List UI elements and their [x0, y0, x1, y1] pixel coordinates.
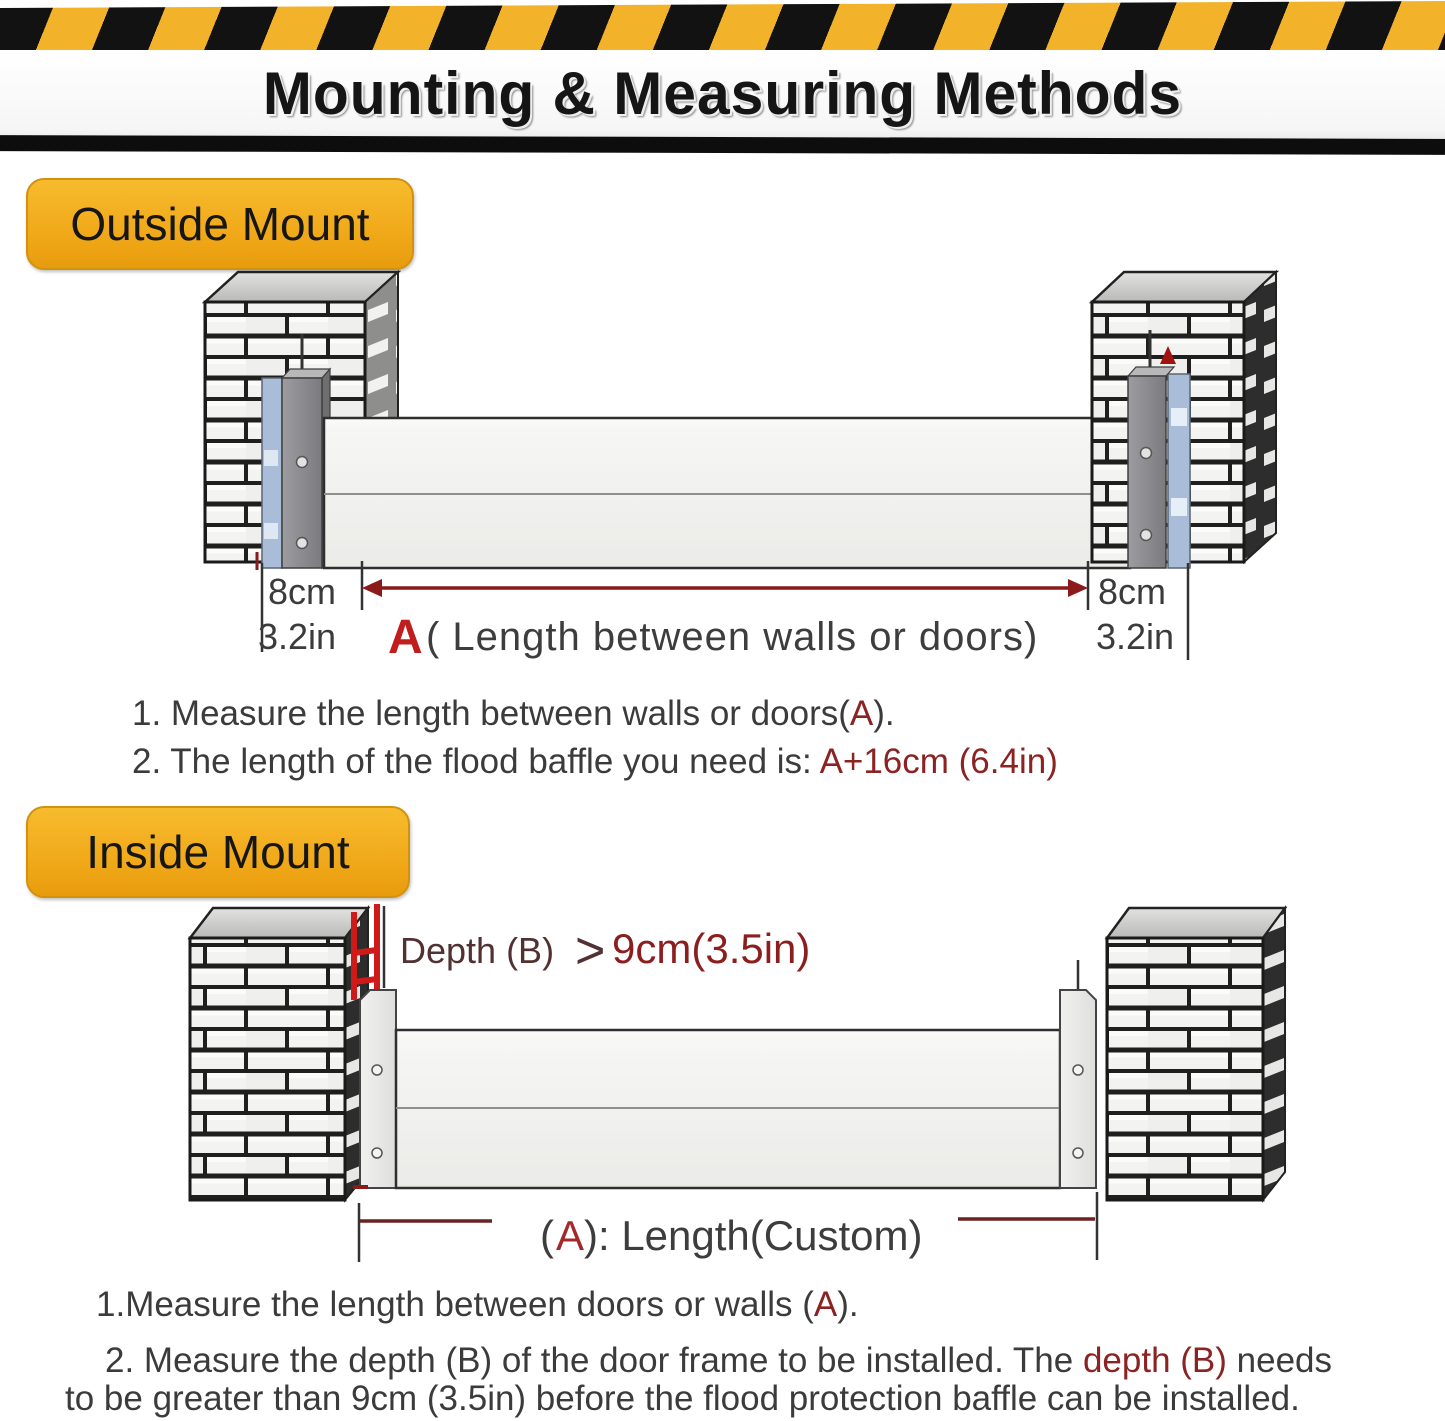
depth-label-text: Depth (B) — [400, 930, 555, 971]
outside-step-1: 1. Measure the length between walls or doors(A). — [132, 694, 895, 733]
outside-mount-diagram — [205, 272, 1276, 664]
span-label-A: A — [388, 611, 423, 664]
page-title: Mounting & Measuring Methods — [262, 60, 1183, 127]
length-label-post: ): Length(Custom) — [584, 1212, 923, 1259]
outside-step-2-red: A+16cm (6.4in) — [819, 742, 1058, 781]
inside-step-2-continued: to be greater than 9cm (3.5in) before the flood protection baffle can be installed. — [65, 1379, 1300, 1418]
depth-gt-sign: > — [575, 922, 606, 980]
outside-step-1-red: A — [849, 694, 874, 733]
outside-right-seal-strip — [1168, 374, 1190, 568]
screw-hole — [372, 1148, 382, 1158]
inside-left-pillar — [190, 908, 368, 1200]
dim-right-in: 3.2in — [1096, 616, 1175, 657]
outside-left-seal-mark — [264, 523, 278, 539]
inside-step-1: 1.Measure the length between doors or walls (A). — [96, 1285, 859, 1324]
span-label-text: ( Length between walls or doors) — [426, 615, 1039, 659]
screw-hole — [1141, 448, 1152, 459]
inside-left-channel — [353, 990, 396, 1188]
inside-mount-instructions — [62, 1286, 1332, 1418]
depth-label — [400, 922, 810, 980]
inside-mount-diagram — [190, 904, 1285, 1262]
screw-hole — [1073, 1148, 1083, 1158]
inside-step-2-red: depth (B) — [1082, 1341, 1227, 1380]
inside-mount-label-text: Inside Mount — [86, 826, 350, 878]
inside-right-pillar — [1107, 908, 1285, 1200]
depth-value: 9cm(3.5in) — [612, 925, 811, 972]
dim-left-cm: 8cm — [268, 571, 337, 612]
outside-left-seal-mark — [264, 450, 278, 466]
inside-step-2: 2. Measure the depth (B) of the door frame to be installed. The depth (B) needs — [105, 1341, 1333, 1380]
dim-left-in: 3.2in — [258, 616, 337, 657]
inside-dimensions — [359, 1192, 1097, 1262]
length-label-pre: ( — [540, 1212, 554, 1259]
outside-flood-baffle — [324, 418, 1130, 568]
outside-right-seal-mark — [1171, 408, 1187, 426]
arrow-head-right-icon — [1068, 579, 1088, 597]
inside-step-1-red: A — [813, 1285, 838, 1324]
outside-right-seal-mark — [1171, 498, 1187, 516]
dim-right-cm: 8cm — [1098, 571, 1167, 612]
arrow-head-left-icon — [362, 579, 382, 597]
screw-hole — [1073, 1065, 1083, 1075]
screw-hole — [372, 1065, 382, 1075]
length-label-A: A — [556, 1212, 585, 1259]
outside-step-2: 2. The length of the flood baffle you need is: A+16cm (6.4in) — [132, 742, 1058, 781]
screw-hole — [297, 538, 308, 549]
inside-flood-baffle — [396, 1030, 1060, 1188]
outside-left-seal-strip — [262, 378, 282, 568]
inside-right-channel — [1060, 990, 1096, 1188]
screw-hole — [1141, 530, 1152, 541]
outside-mount-label-text: Outside Mount — [70, 198, 370, 250]
outside-mount-instructions — [132, 690, 1058, 786]
screw-hole — [297, 457, 308, 468]
